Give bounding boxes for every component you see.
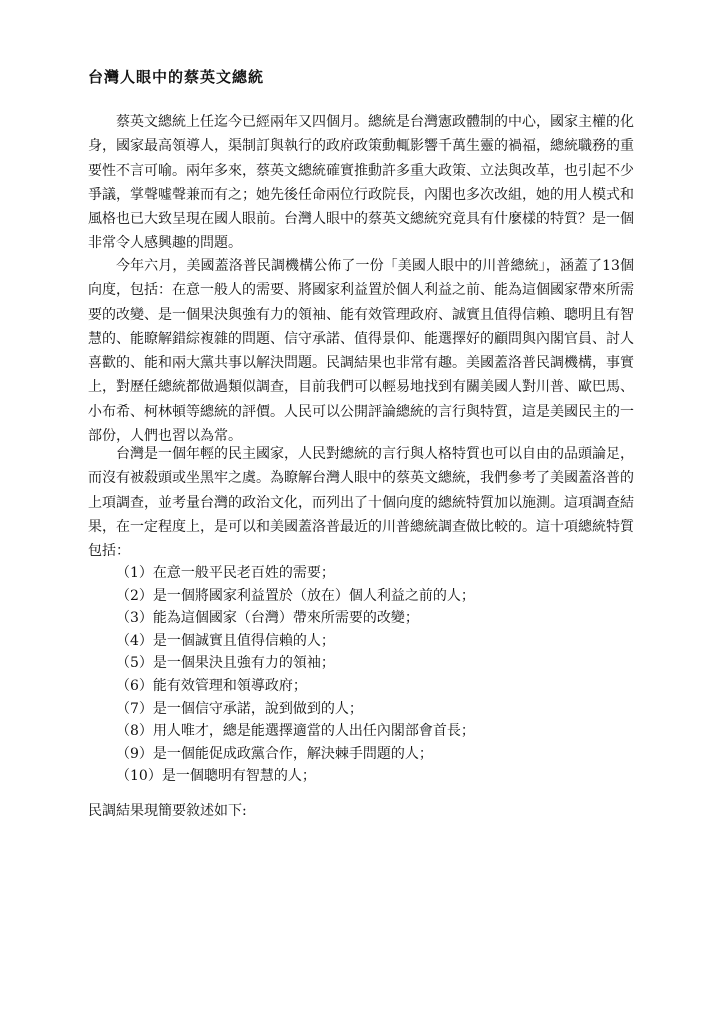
- list-item: （1）在意一般平民老百姓的需要；: [116, 565, 335, 581]
- paragraph-gallup-survey: 今年六月，美國蓋洛普民調機構公佈了一份「美國人眼中的川普總統」，涵蓋了13個向度，包括：在意一般人的需要、將國家利益置於個人利益之前、能為這個國家帶來所需要的改變、是一個果決與強有力的領袖、能有效管理政府、誠實且值得信賴、聰明且有智慧的、能瞭解錯綜複雜的問題、信守承諾、值得景仰、能選擇好的顧問與內閣官員、討人喜歡的、能和兩大黨共事以解決問題。民調結果也非常有趣。美國蓋洛普民調機構，事實上，對歷任總統都做過類似調查，目前我們可以輕易地找到有關美國人對川普、歐巴馬、小布希、柯林頓等總統的評價。人民可以公開評論總統的言行與特質，這是美國民主的一部份，人們也習以為常。: [88, 258, 634, 445]
- summary-lead-in: 民調結果現簡要敘述如下:: [88, 803, 247, 819]
- list-item: （5）是一個果決且強有力的領袖；: [116, 655, 335, 672]
- paragraph-intro: 蔡英文總統上任迄今已經兩年又四個月。總統是台灣憲政體制的中心，國家主權的化身，國家最高領導人，渠制訂與執行的政府政策動輒影響千萬生靈的禍福，總統職務的重要性不言可喻。兩年多來，蔡英文總統確實推動許多重大政策、立法與改革，也引起不少爭議，掌聲噓聲兼而有之；她先後任命兩位行政院長，內閣也多次改組，她的用人模式和風格也已大致呈現在國人眼前。台灣人眼中的蔡英文總統究竟具有什麼樣的特質？是一個非常令人感興趣的問題。: [88, 114, 634, 252]
- list-item: （8）用人唯才，總是能選擇適當的人出任內閣部會首長；: [116, 723, 475, 740]
- list-item: （7）是一個信守承諾，說到做到的人；: [116, 700, 363, 717]
- list-item: （6）能有效管理和領導政府；: [116, 677, 307, 694]
- paragraph-taiwan-survey: 台灣是一個年輕的民主國家，人民對總統的言行與人格特質也可以自由的品頭論足，而沒有被殺頭或坐黑牢之虞。為瞭解台灣人眼中的蔡英文總統，我們參考了美國蓋洛普的上項調查，並考量台灣的政治文化，而列出了十個向度的總統特質加以施測。這項調查結果，在一定程度上，是可以和美國蓋洛普最近的川普總統調查做比較的。這十項總統特質包括：: [88, 446, 634, 560]
- document-title: 台灣人眼中的蔡英文總統: [88, 68, 265, 86]
- list-item: （3）能為這個國家（台灣）帶來所需要的改變；: [116, 610, 419, 627]
- list-item: （10）是一個聰明有智慧的人；: [116, 768, 316, 785]
- list-item: （2）是一個將國家利益置於（放在）個人利益之前的人；: [116, 587, 475, 604]
- list-item: （4）是一個誠實且值得信賴的人；: [116, 632, 335, 649]
- list-item: （9）是一個能促成政黨合作，解決棘手問題的人；: [116, 745, 433, 762]
- trait-list: [116, 562, 636, 788]
